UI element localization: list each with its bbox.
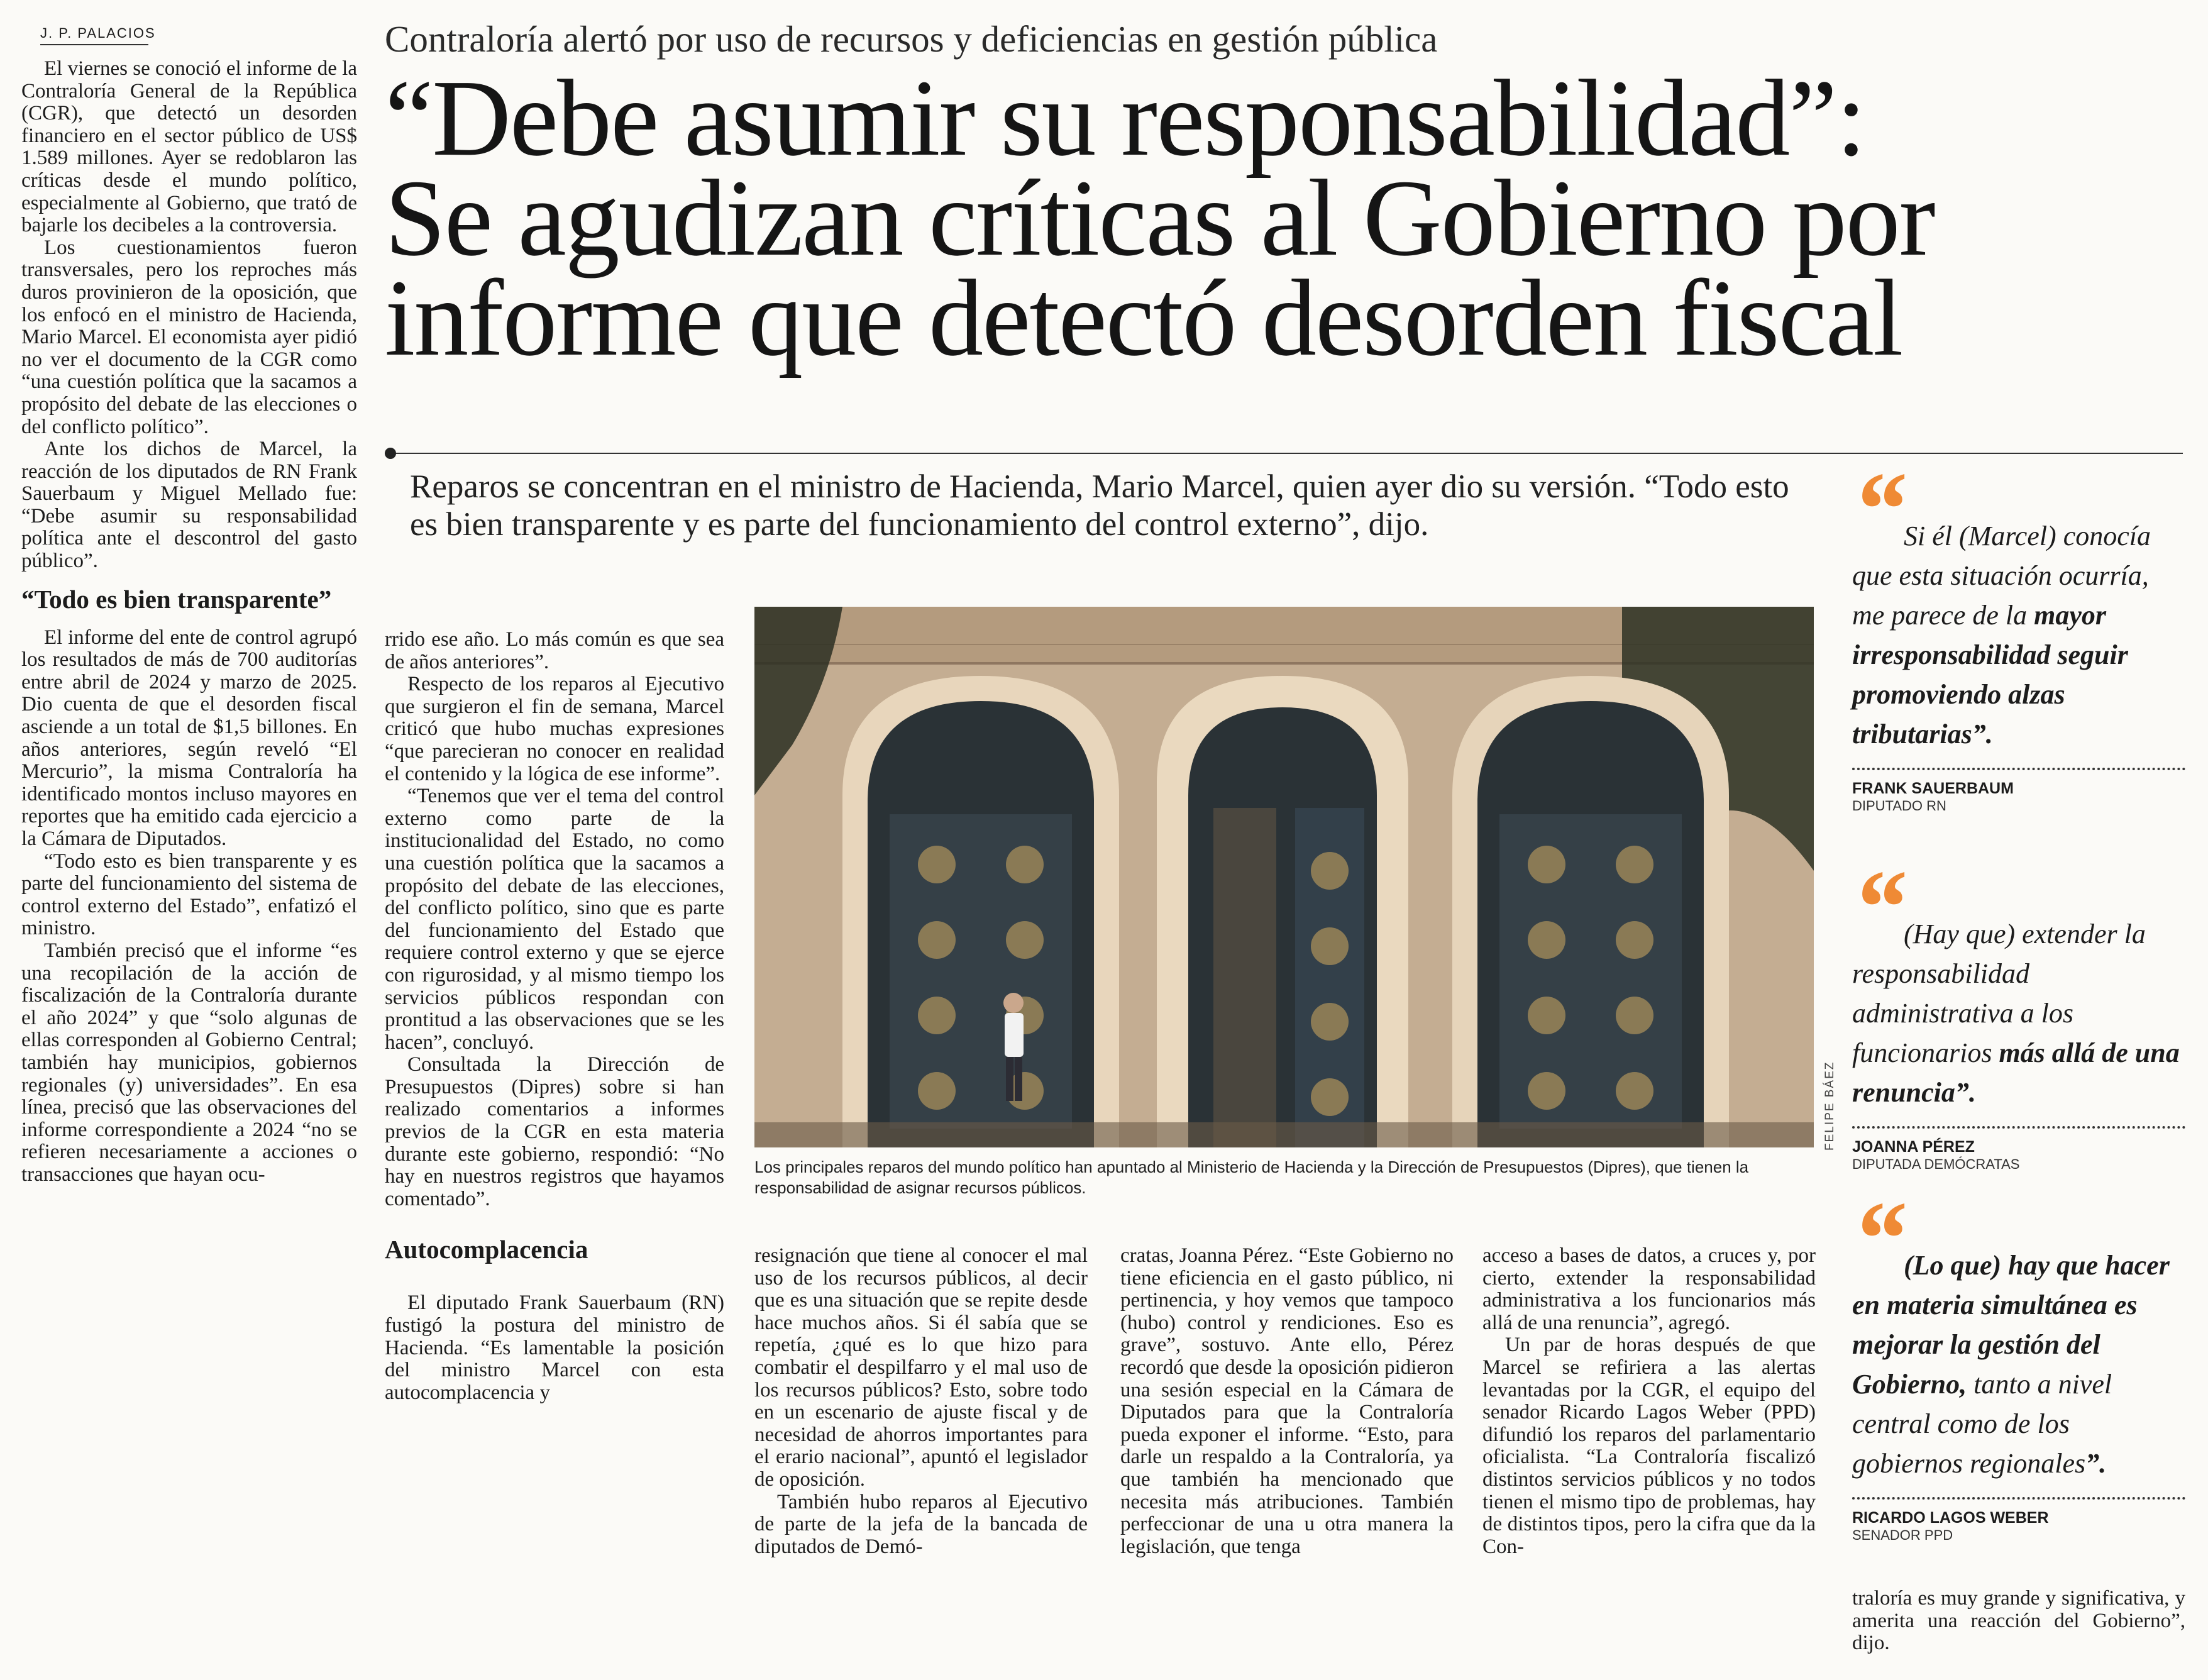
col3-paragraph-2: También hubo reparos al Ejecutivo de parte de la jefa de la bancada de diputados de Demó-: [754, 1490, 1088, 1558]
col1-paragraph-3: Ante los dichos de Marcel, la reacción de los diputados de RN Frank Sauerbaum y Miguel Mellado fue: “Debe asumir su responsabilidad política ante el descontrol del gasto público”.: [21, 438, 357, 573]
column-1: [21, 58, 357, 1186]
quote-1-divider: [1852, 768, 2185, 770]
byline: [40, 25, 156, 45]
quote-1-role: DIPUTADO RN: [1852, 798, 1946, 814]
headline-rule: [385, 453, 2183, 454]
quote-2-divider: [1852, 1126, 2185, 1129]
col6-paragraph-1: traloría es muy grande y significativa, y amerita una reacción del Gobierno”, dijo.: [1852, 1587, 2185, 1655]
quote-mark-icon: “: [1852, 848, 1897, 966]
col2-paragraph-4: Consultada la Dirección de Presupuestos (Dipres) sobre si han realizado comentarios a informes previos de la CGR en esta materia durante este gobierno, respondió: “No hay en nuestros registros que hayamos comentado”.: [385, 1053, 724, 1210]
quote-mark-icon: “: [1852, 450, 1897, 568]
building-illustration: [754, 607, 1814, 1147]
column-3: [754, 1245, 1088, 1558]
col2-paragraph-2: Respecto de los reparos al Ejecutivo que surgieron el fin de semana, Marcel criticó que hubo muchas expresiones “que parecieran no conocer en realidad el contenido y la lógica de ese informe”.: [385, 673, 724, 785]
quote-3-role: SENADOR PPD: [1852, 1527, 1953, 1543]
quote-3-text: [1852, 1180, 2185, 1483]
headline: [385, 57, 1935, 379]
col1-paragraph-4: El informe del ente de control agrupó los resultados de más de 700 auditorías entre abril de 2024 y marzo de 2025. Dio cuenta de que el desorden fiscal asciende a un total de $1,5 billones. En años anteriores, según reveló “El Mercurio”, la misma Contraloría ha identificado montos incluso mayores en reportes que ha emitido cada ejercicio a la Cámara de Diputados.: [21, 626, 357, 850]
column-4: [1120, 1245, 1454, 1558]
quote-1-bold: mayor irresponsabilidad seguir promoviendo alzas tributarias: [1852, 600, 2128, 749]
col2-paragraph-5: El diputado Frank Sauerbaum (RN) fustigó la postura del ministro de Hacienda. “Es lamentable la posición del ministro Marcel con esta autocomplacencia y: [385, 1291, 724, 1404]
quote-3-divider: [1852, 1497, 2185, 1500]
quote-1-end: ”.: [1972, 719, 1993, 749]
arch-center: [1157, 676, 1408, 1147]
headline-line-1: “Debe asumir su responsabilidad”:: [385, 57, 1865, 179]
quote-2-text: [1852, 848, 2185, 1112]
col1-paragraph-2: Los cuestionamientos fueron transversales, pero los reproches más duros provinieron de la oposición, que los enfocó en el ministro de Hacienda, Mario Marcel. El economista ayer pidió no ver el documento de la CGR como “una cuestión política que la sacamos a propósito del debate de las elecciones o del conflicto político”.: [21, 236, 357, 438]
col1-paragraph-5: “Todo esto es bien transparente y es parte del funcionamiento del sistema de control externo del Estado”, enfatizó el ministro.: [21, 849, 357, 940]
quote-2-bold: más allá de una renuncia: [1852, 1037, 2180, 1108]
quote-3-bold: (Lo que) hay que hacer en materia simultánea es mejorar la gestión del Gobierno,: [1852, 1250, 2170, 1400]
headline-line-3: informe que detectó desorden fiscal: [385, 257, 1902, 379]
quote-1-part-1: Si él (Marcel) conocía que esta situación ocurría, me parece de la: [1852, 521, 2151, 631]
col1-paragraph-1: El viernes se conoció el informe de la Contraloría General de la República (CGR), que detectó un desorden financiero en el sector público de US$ 1.589 millones. Ayer se redoblaron las críticas desde el mundo político, especialmente al Gobierno, que trató de bajarle los decibeles a la controversia.: [21, 57, 357, 237]
col2-subhead: Autocomplacencia: [385, 1235, 588, 1264]
quote-1: [1852, 450, 2185, 814]
quote-2-end: ”.: [1955, 1077, 1976, 1108]
quote-2-role: DIPUTADA DEMÓCRATAS: [1852, 1156, 2020, 1172]
col2-paragraph-1: rrido ese año. Lo más común es que sea de años anteriores”.: [385, 628, 724, 673]
quote-mark-icon: “: [1852, 1180, 1897, 1298]
column-6: [1852, 1588, 2185, 1655]
arch-right: [1452, 676, 1729, 1147]
col1-subhead: “Todo es bien transparente”: [21, 584, 332, 614]
col1-paragraph-6: También precisó que el informe “es una recopilación de la acción de fiscalización de la Contraloría durante el año 2024” y que “solo algunas de ellas corresponden al Gobierno Central; también hay municipios, gobiernos regionales (y) universidades”. En esa línea, precisó que las observaciones del informe correspondiente a 2024 “no se refieren necesariamente a acciones o transacciones que hayan ocu-: [21, 939, 357, 1186]
byline-rule: [40, 44, 148, 45]
quote-3-part-1: tanto a nivel central como de los gobiernos regionales: [1852, 1369, 2112, 1479]
col3-paragraph-1: resignación que tiene al conocer el mal uso de los recursos públicos, al decir que es una situación que se repite desde hace muchos años. Si él sabía que se repetía, ¿qué es lo que hizo para combatir el despilfarro y el mal uso de los recursos públicos? Esto, sobre todo en un escenario de ajuste fiscal y de necesidad de ahorros importantes para el erario nacional”, apuntó el legislador de oposición.: [754, 1244, 1088, 1491]
quote-1-name: FRANK SAUERBAUM: [1852, 780, 2014, 797]
quote-3-name: RICARDO LAGOS WEBER: [1852, 1509, 2049, 1527]
headline-line-2: Se agudizan críticas al Gobierno por: [385, 157, 1935, 279]
byline-text: J. P. PALACIOS: [40, 25, 156, 41]
kicker: Contraloría alertó por uso de recursos y deficiencias en gestión pública: [385, 18, 1438, 60]
quote-1-text: [1852, 450, 2185, 754]
deck: Reparos se concentran en el ministro de Hacienda, Mario Marcel, quien ayer dio su versión. “Todo esto es bien transparente y es parte del funcionamiento del control externo”, dijo.: [410, 468, 1789, 543]
standing-man: [1003, 993, 1024, 1101]
quote-3-end: ”.: [2085, 1448, 2107, 1479]
quote-2: [1852, 848, 2185, 1173]
col4-paragraph-1: cratas, Joanna Pérez. “Este Gobierno no tiene eficiencia en el gasto público, ni pertinencia, y hoy vemos que tampoco (hubo) control y rendiciones. Eso es grave”, sostuvo. Ante ello, Pérez recordó que desde la oposición pidieron una sesión especial en la Cámara de Diputados para que la Contraloría pueda exponer el informe. “Esto, para darle un respaldo a la Contraloría, ya que también ha mencionado que necesita más atribuciones. También perfeccionar de una u otra manera la legislación, que tenga: [1120, 1244, 1454, 1558]
rule-dot: [385, 448, 396, 459]
photo-caption: Los principales reparos del mundo político han apuntado al Ministerio de Hacienda y la Dirección de Presupuestos (Dipres), que tienen la responsabilidad de asignar recursos públicos.: [754, 1158, 1749, 1197]
quote-2-name: JOANNA PÉREZ: [1852, 1138, 1975, 1156]
col5-paragraph-1: acceso a bases de datos, a cruces y, por cierto, extender la responsabilidad administrativa a los funcionarios más allá de una renuncia”, agregó.: [1482, 1244, 1816, 1334]
photo: [754, 607, 1814, 1147]
photo-credit: FELIPE BÁEZ: [1823, 1061, 1836, 1151]
col5-paragraph-2: Un par de horas después de que Marcel se refiriera a las alertas levantadas por la CGR, el equipo del senador Ricardo Lagos Weber (PPD) difundió los reparos del parlamentario oficialista. “La Contraloría fiscalizó distintos servicios públicos y no todos tienen el mismo tipo de problemas, hay de distintos tipos, pero la cifra que da la Con-: [1482, 1334, 1816, 1558]
quote-3: [1852, 1180, 2185, 1544]
col2-paragraph-3: “Tenemos que ver el tema del control externo como parte de la institucionalidad del Estado, no como una cuestión política que la sacamos a propósito del debate de las elecciones, del conflicto político, sino que es parte del funcionamiento del Estado que requiere control externo y que se ejerce con rigurosidad, y al mismo tiempo los servicios públicos respondan con prontitud a las observaciones que se les hacen”, concluyó.: [385, 785, 724, 1054]
column-2: [385, 629, 724, 1404]
column-5: [1482, 1245, 1816, 1558]
quote-2-part-1: (Hay que) extender la responsabilidad administrativa a los funcionarios: [1852, 919, 2146, 1068]
arch-left: [842, 676, 1119, 1147]
